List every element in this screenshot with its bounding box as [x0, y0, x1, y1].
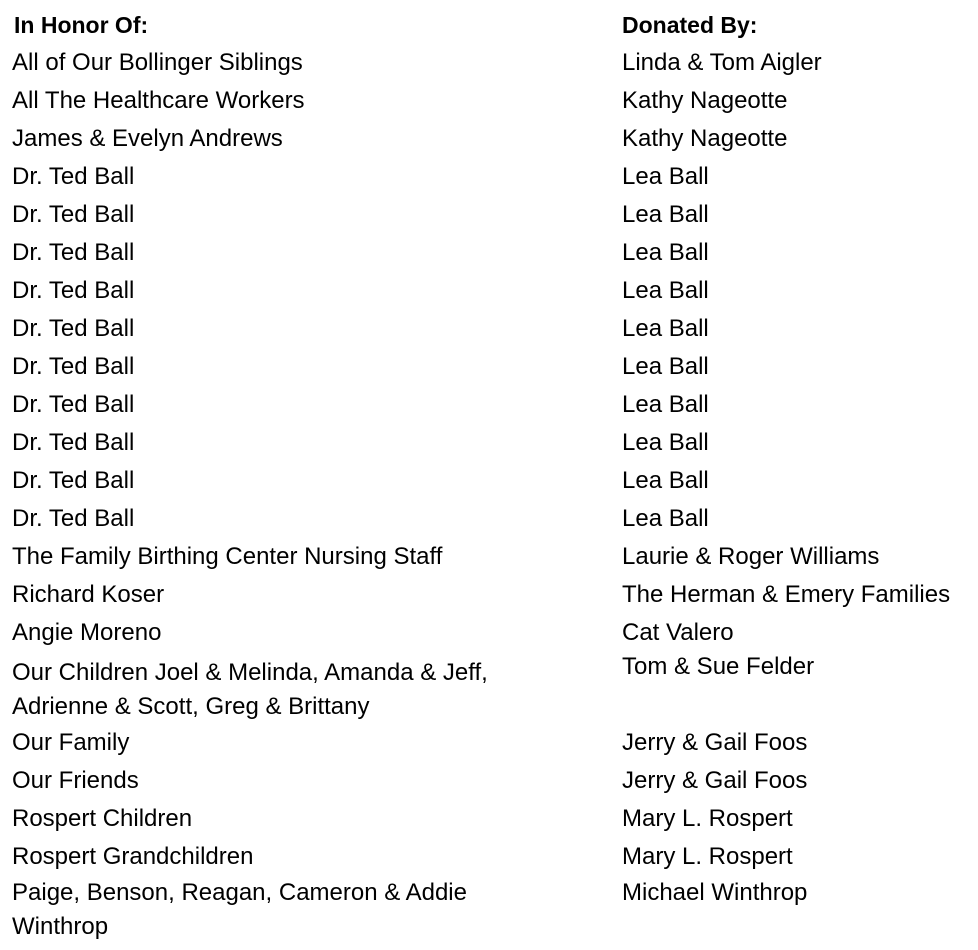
- honoree-name: [12, 310, 602, 348]
- honoree-line: The Family Birthing Center Nursing Staff: [12, 543, 443, 570]
- donor-name: Kathy Nageotte: [622, 87, 788, 114]
- honoree-name: [12, 234, 602, 272]
- donor-name: Mary L. Rospert: [622, 805, 793, 832]
- donor-name: Lea Ball: [622, 201, 709, 228]
- honoree-name: [12, 158, 602, 196]
- honoree-name: [12, 424, 602, 462]
- table-row: [0, 724, 978, 762]
- honoree-name: [12, 196, 602, 234]
- table-row: [0, 800, 978, 838]
- donor-name: Laurie & Roger Williams: [622, 543, 880, 570]
- donated-by-header: Donated By:: [622, 12, 758, 38]
- honoree-line: James & Evelyn Andrews: [12, 125, 283, 152]
- donor-name: Lea Ball: [622, 429, 709, 456]
- table-row: [0, 196, 978, 234]
- honoree-line: Our Friends: [12, 767, 139, 794]
- honoree-line: Dr. Ted Ball: [12, 315, 135, 342]
- donor-name: Jerry & Gail Foos: [622, 729, 808, 756]
- honoree-line: Dr. Ted Ball: [12, 239, 135, 266]
- donor-name: Lea Ball: [622, 467, 709, 494]
- honoree-line: Paige, Benson, Reagan, Cameron & Addie: [12, 879, 467, 906]
- table-row: [0, 386, 978, 424]
- honoree-name: [12, 462, 602, 500]
- table-row: [0, 234, 978, 272]
- donor-name: Lea Ball: [622, 353, 709, 380]
- honoree-line: Dr. Ted Ball: [12, 429, 135, 456]
- table-row: [0, 44, 978, 82]
- table-row: [0, 310, 978, 348]
- honoree-name: [12, 656, 602, 724]
- table-row: [0, 538, 978, 576]
- donor-name: Jerry & Gail Foos: [622, 767, 808, 794]
- donation-rows: [0, 44, 978, 940]
- table-row: [0, 838, 978, 876]
- honoree-line: Dr. Ted Ball: [12, 201, 135, 228]
- honoree-name: [12, 614, 602, 652]
- honoree-name: [12, 876, 602, 944]
- honoree-name: [12, 800, 602, 838]
- table-row: [0, 272, 978, 310]
- table-row: [0, 614, 978, 652]
- honoree-line: Dr. Ted Ball: [12, 505, 135, 532]
- table-row: [0, 348, 978, 386]
- table-row: [0, 500, 978, 538]
- honoree-name: [12, 538, 602, 576]
- donor-name: Kathy Nageotte: [622, 125, 788, 152]
- table-row: [0, 652, 978, 724]
- honoree-name: [12, 386, 602, 424]
- table-row: [0, 576, 978, 614]
- honoree-line: All of Our Bollinger Siblings: [12, 49, 303, 76]
- table-row: [0, 762, 978, 800]
- donor-name: The Herman & Emery Families: [622, 581, 951, 608]
- honoree-line: Dr. Ted Ball: [12, 467, 135, 494]
- donor-name: Lea Ball: [622, 315, 709, 342]
- table-row: [0, 82, 978, 120]
- honoree-line: Dr. Ted Ball: [12, 353, 135, 380]
- column-header-row: [0, 8, 978, 42]
- donor-name: Lea Ball: [622, 391, 709, 418]
- honoree-name: [12, 500, 602, 538]
- donor-name: Cat Valero: [622, 619, 734, 646]
- donor-name: Lea Ball: [622, 163, 709, 190]
- donor-name: Mary L. Rospert: [622, 843, 793, 870]
- honoree-line: All The Healthcare Workers: [12, 87, 305, 114]
- honoree-line: Our Family: [12, 729, 130, 756]
- table-row: [0, 876, 978, 940]
- honoree-name: [12, 838, 602, 876]
- donor-name: Lea Ball: [622, 505, 709, 532]
- in-honor-of-header: In Honor Of:: [14, 12, 149, 38]
- donor-name: Lea Ball: [622, 239, 709, 266]
- donor-name: Linda & Tom Aigler: [622, 49, 822, 76]
- donor-name: Lea Ball: [622, 277, 709, 304]
- honoree-line: Winthrop: [12, 913, 109, 940]
- honoree-line: Dr. Ted Ball: [12, 163, 135, 190]
- honoree-line: Angie Moreno: [12, 619, 162, 646]
- honoree-name: [12, 576, 602, 614]
- donor-name: Michael Winthrop: [622, 879, 808, 906]
- honoree-line: Dr. Ted Ball: [12, 391, 135, 418]
- honoree-line: Richard Koser: [12, 581, 165, 608]
- table-row: [0, 462, 978, 500]
- honoree-name: [12, 82, 602, 120]
- honoree-name: [12, 724, 602, 762]
- table-row: [0, 424, 978, 462]
- table-row: [0, 158, 978, 196]
- honoree-name: [12, 762, 602, 800]
- table-row: [0, 120, 978, 158]
- honoree-line: Dr. Ted Ball: [12, 277, 135, 304]
- honoree-name: [12, 120, 602, 158]
- honoree-line: Adrienne & Scott, Greg & Brittany: [12, 693, 370, 720]
- honoree-line: Rospert Grandchildren: [12, 843, 254, 870]
- honoree-name: [12, 272, 602, 310]
- honoree-name: [12, 44, 602, 82]
- honoree-line: Our Children Joel & Melinda, Amanda & Jeff,: [12, 659, 488, 686]
- honoree-name: [12, 348, 602, 386]
- donor-name: Tom & Sue Felder: [622, 653, 815, 680]
- honoree-line: Rospert Children: [12, 805, 193, 832]
